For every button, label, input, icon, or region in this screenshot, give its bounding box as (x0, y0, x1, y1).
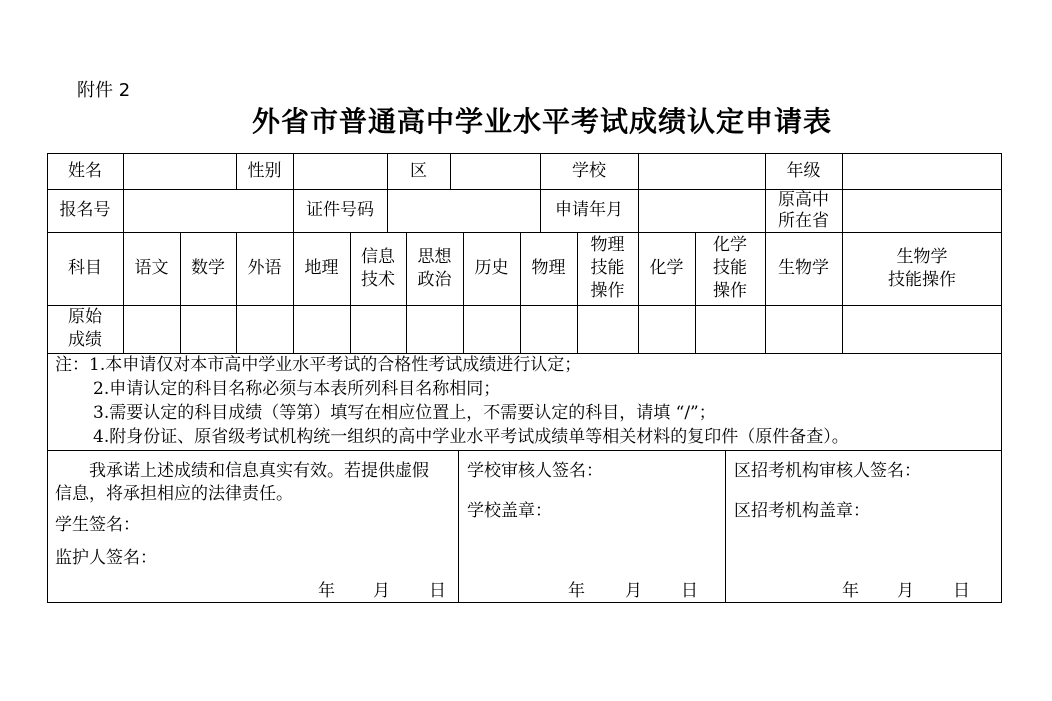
guardian-signature-label[interactable]: 监护人签名： (55, 548, 157, 568)
student-date-day: 日 (429, 581, 446, 601)
form-title: 外省市普通高中学业水平考试成绩认定申请表 (251, 105, 832, 138)
district-reviewer-signature-label[interactable]: 区招考机构审核人签名： (734, 461, 921, 481)
score-input-chinese[interactable] (123, 305, 180, 353)
subject-chemistry-skill-line3: 操作 (713, 281, 747, 301)
subject-biology-skill-line2: 技能操作 (888, 269, 956, 290)
score-input-physics-skill[interactable] (577, 305, 638, 353)
student-signature-label[interactable]: 学生签名： (55, 515, 140, 535)
subject-physics-skill (577, 232, 638, 305)
scores-label (47, 305, 123, 353)
school-date-year: 年 (568, 581, 585, 601)
subject-biology: 生物学 (778, 258, 829, 278)
score-input-math[interactable] (180, 305, 236, 353)
apply-date-input[interactable] (638, 189, 765, 232)
name-input[interactable] (123, 153, 236, 189)
student-date-year: 年 (318, 581, 335, 601)
subject-history: 历史 (474, 258, 509, 278)
id-no-label: 证件号码 (306, 200, 374, 220)
gender-input[interactable] (293, 153, 387, 189)
subject-foreign-language: 外语 (247, 258, 282, 278)
col-divider (725, 450, 726, 603)
school-reviewer-signature-label[interactable]: 学校审核人签名： (467, 461, 603, 481)
orig-province-input[interactable] (842, 189, 1002, 232)
note-line-2: 2.申请认定的科目名称必须与本表所列科目名称相同； (93, 379, 501, 399)
subject-politics (406, 232, 463, 305)
subject-politics-line2: 政治 (417, 269, 452, 290)
id-no-input[interactable] (387, 189, 540, 232)
school-input[interactable] (638, 153, 765, 189)
district-input[interactable] (450, 153, 540, 189)
district-date-year: 年 (842, 581, 859, 601)
reg-no-label: 报名号 (59, 200, 111, 220)
score-input-history[interactable] (463, 305, 520, 353)
orig-province-label-line2: 所在省 (778, 210, 829, 231)
score-input-geography[interactable] (293, 305, 350, 353)
student-pledge-line2: 信息，将承担相应的法律责任。 (55, 484, 293, 504)
grade-label: 年级 (786, 160, 821, 181)
score-input-it[interactable] (350, 305, 406, 353)
school-stamp-label[interactable]: 学校盖章： (467, 501, 552, 521)
district-date-day: 日 (953, 581, 970, 601)
note-line-1: 注：1.本申请仅对本市高中学业水平考试的合格性考试成绩进行认定； (55, 355, 582, 375)
orig-province-label-line1: 原高中 (778, 189, 829, 210)
subject-physics: 物理 (531, 258, 566, 278)
apply-date-label: 申请年月 (555, 200, 623, 220)
subject-it-line1: 信息 (361, 246, 395, 267)
district-stamp-label[interactable]: 区招考机构盖章： (734, 501, 870, 521)
student-date-month: 月 (373, 581, 390, 601)
grade-input[interactable] (842, 153, 1002, 189)
subject-physics-skill-line3: 操作 (590, 281, 625, 301)
subject-chemistry: 化学 (649, 258, 684, 278)
district-date-month: 月 (897, 581, 914, 601)
score-input-physics[interactable] (520, 305, 577, 353)
col-divider (458, 450, 459, 603)
score-input-politics[interactable] (406, 305, 463, 353)
school-date-day: 日 (681, 581, 698, 601)
score-input-biology-skill[interactable] (842, 305, 1002, 353)
subject-physics-skill-line2: 技能 (590, 258, 625, 278)
score-input-chemistry-skill[interactable] (695, 305, 765, 353)
subject-chinese: 语文 (134, 258, 169, 278)
attachment-label: 附件 2 (77, 80, 131, 101)
note-line-3: 3.需要认定的科目成绩（等第）填写在相应位置上，不需要认定的科目，请填 “/”； (93, 403, 716, 423)
scores-label-line1: 原始 (68, 307, 102, 327)
subject-header: 科目 (68, 258, 102, 278)
reg-no-input[interactable] (123, 189, 293, 232)
score-input-chemistry[interactable] (638, 305, 695, 353)
school-label: 学校 (572, 160, 606, 181)
subject-biology-skill (842, 232, 1002, 305)
subject-geography: 地理 (304, 258, 339, 278)
subject-chemistry-skill-line1: 化学 (713, 235, 747, 255)
subject-chemistry-skill (695, 232, 765, 305)
subject-it (350, 232, 406, 305)
orig-province-label (765, 189, 842, 232)
note-line-4: 4.附身份证、原省级考试机构统一组织的高中学业水平考试成绩单等相关材料的复印件（原件备查）。 (93, 427, 849, 447)
score-input-biology[interactable] (765, 305, 842, 353)
row-divider (47, 450, 1002, 451)
district-label: 区 (410, 160, 427, 181)
subject-politics-line1: 思想 (417, 246, 452, 267)
subject-biology-skill-line1: 生物学 (896, 246, 948, 267)
name-label: 姓名 (68, 160, 102, 181)
school-date-month: 月 (625, 581, 642, 601)
subject-chemistry-skill-line2: 技能 (713, 258, 747, 278)
student-pledge-line1: 我承诺上述成绩和信息真实有效。若提供虚假 (89, 461, 429, 481)
subject-it-line2: 技术 (361, 269, 395, 290)
scores-label-line2: 成绩 (68, 330, 102, 350)
subject-physics-skill-line1: 物理 (590, 235, 625, 255)
gender-label: 性别 (247, 160, 282, 181)
subject-math: 数学 (191, 258, 225, 278)
score-input-foreign-language[interactable] (236, 305, 293, 353)
